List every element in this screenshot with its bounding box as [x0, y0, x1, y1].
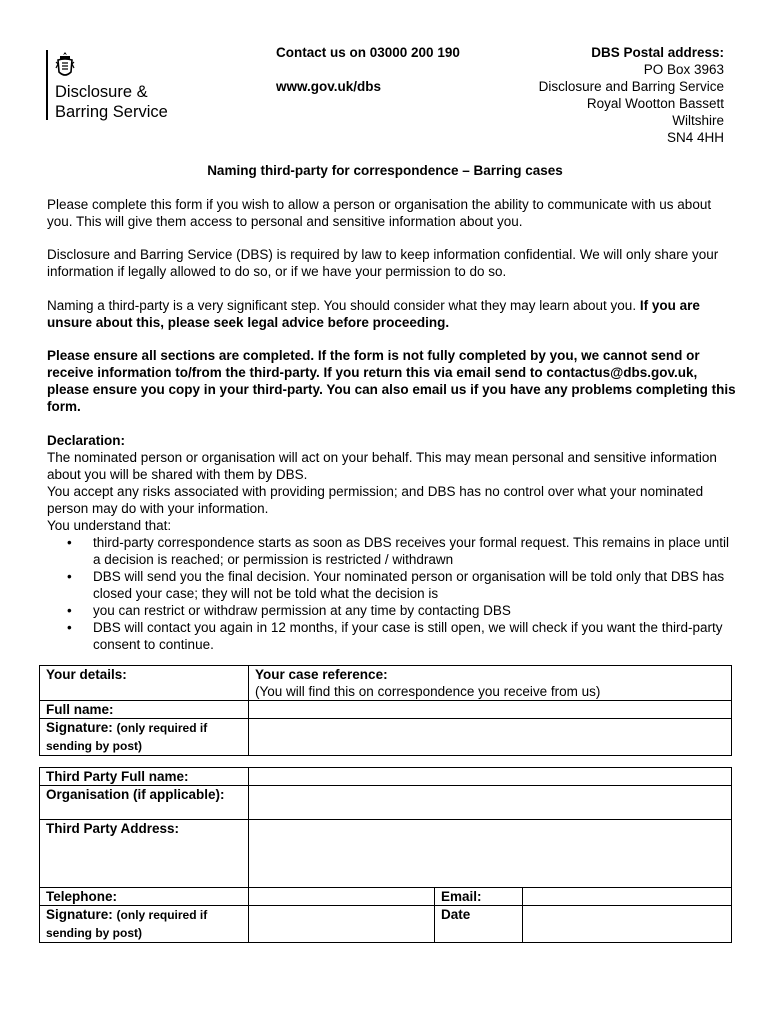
completion-notice: Please ensure all sections are completed. If the form is not fully completed by you, we cannot send or receive information to/from the third-party. If you return this via email send to contactus@dbs.gov.uk, please ensure you copy in your third-party. You can also email us if you have any problems completing this form.: [47, 348, 736, 414]
dbs-logo: [46, 50, 206, 120]
list-item: • DBS will contact you again in 12 months, if your case is still open, we will check if you want the third-party consent to continue.: [93, 619, 737, 653]
royal-crest-icon: [54, 50, 76, 80]
signature-field[interactable]: [249, 719, 732, 756]
declaration-heading: Declaration:: [47, 433, 126, 448]
tp-full-name-field[interactable]: [249, 768, 732, 786]
postal-heading: DBS Postal address:: [591, 45, 724, 60]
logo-line-2: Barring Service: [55, 103, 168, 121]
signature-note: (only required if sending by post): [46, 721, 208, 753]
postal-line: SN4 4HH: [666, 130, 724, 145]
signature-label-cell: [40, 719, 249, 756]
postal-line: Disclosure and Barring Service: [538, 79, 724, 94]
list-item: • third-party correspondence starts as soon as DBS receives your formal request. This remains in place until a decision is reached; or permission is restricted / withdrawn: [93, 534, 737, 568]
organisation-field[interactable]: [249, 786, 732, 820]
form-title: Naming third-party for correspondence – Barring cases: [207, 163, 563, 178]
date-field[interactable]: [523, 906, 732, 943]
case-reference-label: Your case reference:: [255, 667, 388, 682]
list-item: • you can restrict or withdraw permission at any time by contacting DBS: [93, 602, 737, 619]
tp-signature-field[interactable]: [249, 906, 435, 943]
declaration-text: You accept any risks associated with providing permission; and DBS has no control over what your nominated person may do with your information.: [47, 484, 704, 516]
case-reference-field[interactable]: [249, 666, 732, 701]
intro-paragraph: Please complete this form if you wish to allow a person or organisation the ability to communicate with us about you. This will give them access to personal and sensitive information about you.: [47, 197, 712, 229]
declaration-section: [47, 432, 737, 653]
list-item: • DBS will send you the final decision. Your nominated person or organisation will be told only that DBS has closed your case; they will not be told what the decision is: [93, 568, 737, 602]
postal-line: Wiltshire: [672, 113, 724, 128]
tp-address-label: Third Party Address:: [40, 820, 249, 888]
postal-address: [539, 44, 724, 146]
declaration-text: You understand that:: [47, 518, 172, 533]
telephone-label: Telephone:: [40, 888, 249, 906]
warning-paragraph: [47, 297, 737, 331]
legal-advice-text: If you are unsure about this, please seek legal advice before proceeding.: [47, 298, 700, 330]
logo-line-1: Disclosure &: [55, 83, 148, 101]
postal-line: PO Box 3963: [643, 62, 724, 77]
your-details-table: [39, 665, 732, 756]
organisation-label: Organisation (if applicable):: [40, 786, 249, 820]
email-label: Email:: [435, 888, 523, 906]
tp-full-name-label: Third Party Full name:: [40, 768, 249, 786]
date-label: Date: [435, 906, 523, 943]
full-name-field[interactable]: [249, 701, 732, 719]
tp-address-field[interactable]: [249, 820, 732, 888]
declaration-text: The nominated person or organisation will act on your behalf. This may mean personal and sensitive information about you will be shared with them by DBS.: [47, 450, 717, 482]
website-link[interactable]: www.gov.uk/dbs: [276, 79, 382, 94]
signature-label: Signature:: [46, 720, 113, 735]
tp-signature-label-cell: [40, 906, 249, 943]
declaration-list: [47, 534, 737, 653]
logo-text: [55, 82, 168, 122]
full-name-label: Full name:: [40, 701, 249, 719]
case-reference-note: (You will find this on correspondence you receive from us): [255, 684, 601, 699]
confidentiality-paragraph: Disclosure and Barring Service (DBS) is required by law to keep information confidential. We will only share your information if legally allowed to do so, or if we have your permission to do so.: [47, 247, 719, 279]
your-details-label: Your details:: [40, 666, 249, 701]
tp-signature-note: (only required if sending by post): [46, 908, 208, 940]
third-party-table: [39, 767, 732, 943]
logo-divider: [46, 50, 48, 120]
contact-phone: Contact us on 03000 200 190: [276, 45, 460, 60]
email-field[interactable]: [523, 888, 732, 906]
tp-signature-label: Signature:: [46, 907, 113, 922]
warning-text: Naming a third-party is a very significant step. You should consider what they may learn about you.: [47, 298, 640, 313]
telephone-field[interactable]: [249, 888, 435, 906]
postal-line: Royal Wootton Bassett: [586, 96, 724, 111]
